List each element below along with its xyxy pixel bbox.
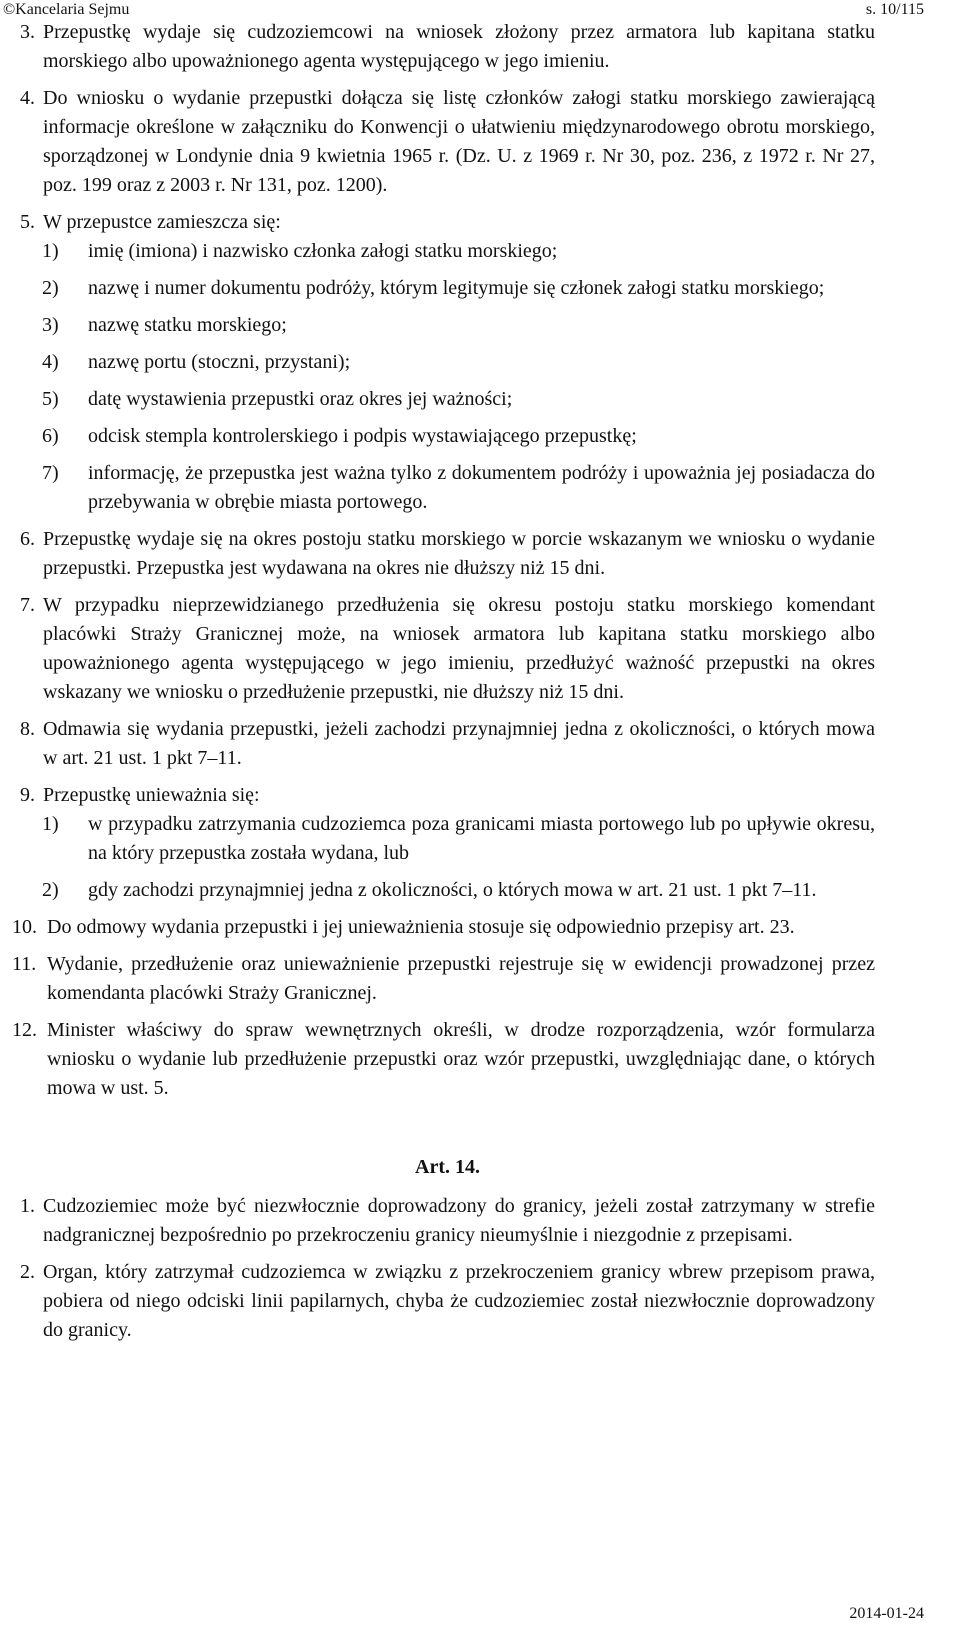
item-number: 4) [42, 351, 59, 373]
paragraph-4 [20, 84, 875, 200]
paragraph-number: 5. [20, 211, 35, 233]
paragraph-5 [20, 208, 875, 237]
page-number: s. 10/115 [865, 1, 924, 18]
paragraph-text: Przepustkę wydaje się na okres postoju statku morskiego w porcie wskazanym we wniosku o wydanie przepustki. Przepustka jest wydawana na okres nie dłuższy niż 15 dni. [43, 528, 875, 579]
footer-date: 2014-01-24 [849, 1605, 924, 1622]
item-text: datę wystawienia przepustki oraz okres jej ważności; [88, 388, 513, 410]
paragraph-text: Odmawia się wydania przepustki, jeżeli zachodzi przynajmniej jedna z okoliczności, o których mowa w art. 21 ust. 1 pkt 7–11. [43, 718, 875, 769]
list-item [20, 385, 875, 414]
list-item [20, 810, 875, 868]
paragraph-text: Wydanie, przedłużenie oraz unieważnienie przepustki rejestruje się w ewidencji prowadzonej przez komendanta placówki Straży Granicznej. [47, 953, 875, 1004]
paragraph-text: Do wniosku o wydanie przepustki dołącza się listę członków załogi statku morskiego zawierającą informacje określone w załączniku do Konwencji o ułatwieniu międzynarodowego obrotu morskiego, sporządzonej w Londynie dnia 9 kwietnia 1965 r. (Dz. U. z 1969 r. Nr 30, poz. 236, z 1972 r. Nr 27, poz. 199 oraz z 2003 r. Nr 131, poz. 1200). [43, 87, 875, 196]
item-text: odcisk stempla kontrolerskiego i podpis wystawiającego przepustkę; [88, 425, 637, 447]
item-number: 2) [42, 277, 59, 299]
item-text: imię (imiona) i nazwisko członka załogi statku morskiego; [88, 240, 558, 262]
paragraph-text: W przepustce zamieszcza się: [43, 211, 281, 233]
item-text: nazwę portu (stoczni, przystani); [88, 351, 351, 373]
list-item [20, 237, 875, 266]
paragraph-text: Organ, który zatrzymał cudzoziemca w związku z przekroczeniem granicy wbrew przepisom prawa, pobiera od niego odciski linii papilarnych, chyba że cudzoziemiec został niezwłocznie doprowadzony do granicy. [43, 1261, 875, 1341]
list-item [20, 274, 875, 303]
paragraph-11 [12, 950, 875, 1008]
item-number: 5) [42, 388, 59, 410]
item-text: w przypadku zatrzymania cudzoziemca poza granicami miasta portowego lub po upływie okresu, na który przepustka została wydana, lub [88, 813, 875, 864]
paragraph-number: 7. [20, 594, 35, 616]
list-item [20, 459, 875, 517]
paragraph-text: Minister właściwy do spraw wewnętrznych określi, w drodze rozporządzenia, wzór formularza wniosku o wydanie lub przedłużenie przepustki oraz wzór przepustki, uwzględniając dane, o których mowa w ust. 5. [47, 1019, 875, 1099]
paragraph-text: Cudzoziemiec może być niezwłocznie doprowadzony do granicy, jeżeli został zatrzymany w strefie nadgranicznej bezpośrednio po przekroczeniu granicy nieumyślnie i niezgodnie z przepisami. [43, 1195, 875, 1246]
paragraph-9-items [20, 810, 875, 905]
paragraph-text: W przypadku nieprzewidzianego przedłużenia się okresu postoju statku morskiego komendant placówki Straży Granicznej może, na wniosek armatora lub kapitana statku morskiego albo upoważnionego agenta występującego w jego imieniu, przedłużyć ważność przepustki na okres wskazany we wniosku o przedłużenie przepustki, nie dłuższy niż 15 dni. [43, 594, 875, 703]
item-number: 7) [42, 462, 59, 484]
paragraph-7 [20, 591, 875, 707]
paragraph-12 [12, 1016, 875, 1103]
article-title: Art. 14. [415, 1156, 480, 1178]
header-left: ©Kancelaria Sejmu [3, 1, 130, 18]
item-text: informację, że przepustka jest ważna tylko z dokumentem podróży i upoważnia jej posiadacza do przebywania w obrębie miasta portowego. [88, 462, 875, 513]
item-number: 2) [42, 879, 59, 901]
list-item [20, 876, 875, 905]
paragraph-number: 10. [12, 916, 37, 938]
paragraph-10 [12, 913, 875, 942]
article-paragraph-1 [20, 1192, 875, 1250]
paragraph-5-items [20, 237, 875, 517]
item-number: 3) [42, 314, 59, 336]
document-body [12, 18, 875, 1353]
paragraph-number: 8. [20, 718, 35, 740]
paragraph-text: Przepustkę wydaje się cudzoziemcowi na wniosek złożony przez armatora lub kapitana statku morskiego albo upoważnionego agenta występującego w jego imieniu. [43, 21, 875, 72]
paragraph-number: 4. [20, 87, 35, 109]
paragraph-number: 3. [20, 21, 35, 43]
paragraph-number: 9. [20, 784, 35, 806]
paragraph-8 [20, 715, 875, 773]
item-text: gdy zachodzi przynajmniej jedna z okoliczności, o których mowa w art. 21 ust. 1 pkt 7–11. [88, 879, 817, 901]
paragraph-text: Do odmowy wydania przepustki i jej unieważnienia stosuje się odpowiednio przepisy art. 23. [47, 916, 795, 938]
article-paragraph-2 [20, 1258, 875, 1345]
list-item [20, 348, 875, 377]
paragraph-3 [20, 18, 875, 76]
paragraph-number: 6. [20, 528, 35, 550]
paragraph-number: 1. [20, 1195, 35, 1217]
paragraph-9 [20, 781, 875, 810]
paragraph-6 [20, 525, 875, 583]
item-number: 6) [42, 425, 59, 447]
list-item [20, 422, 875, 451]
paragraph-number: 12. [12, 1019, 37, 1041]
item-text: nazwę statku morskiego; [88, 314, 287, 336]
paragraph-number: 11. [12, 953, 37, 975]
item-number: 1) [42, 240, 59, 262]
list-item [20, 311, 875, 340]
paragraph-number: 2. [20, 1261, 35, 1283]
item-text: nazwę i numer dokumentu podróży, którym legitymuje się członek załogi statku morskiego; [88, 277, 825, 299]
item-number: 1) [42, 813, 59, 835]
paragraph-text: Przepustkę unieważnia się: [43, 784, 260, 806]
